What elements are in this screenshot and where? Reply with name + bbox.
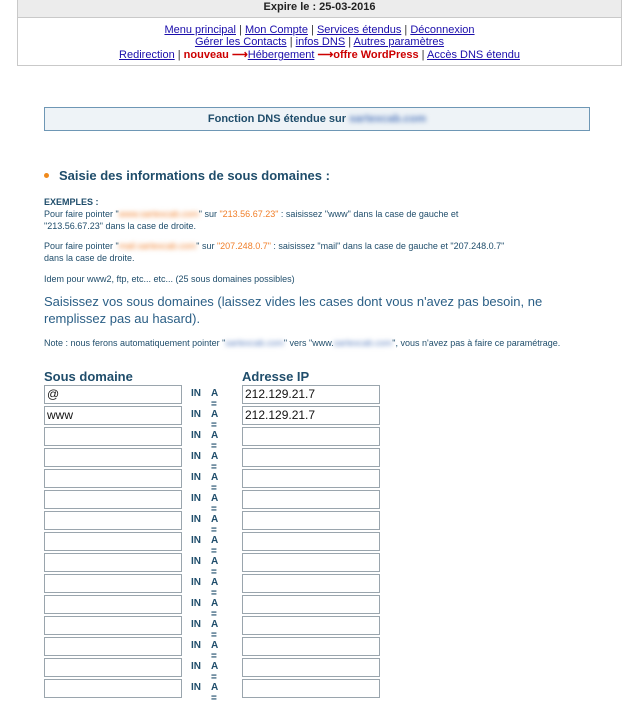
mon-compte-link[interactable]: Mon Compte: [244, 24, 308, 36]
note-domain-1: sartexcab.com: [225, 338, 284, 348]
a-record-label: A =: [211, 514, 218, 536]
ip-address-input[interactable]: [242, 448, 380, 467]
a-record-label: A =: [211, 598, 218, 620]
menu-line-3: Redirection | nouveau ⟶Hébergement ⟶offre WordPress | Accès DNS étendu: [119, 49, 520, 61]
a-record-label: A =: [211, 619, 218, 641]
example2-text-c: : saisissez "mail" dans la case de gauche et "207.248.0.7": [270, 241, 505, 251]
ip-address-input[interactable]: [242, 679, 380, 698]
ip-address-input[interactable]: [242, 427, 380, 446]
autres-parametres-link[interactable]: Autres paramètres: [353, 36, 445, 48]
instructions-text: Saisissez vos sous domaines (laissez vides les cases dont vous n'avez pas besoin, ne remplissez pas au hasard).: [44, 294, 543, 326]
expire-date: Expire le : 25-03-2016: [18, 0, 621, 18]
examples-block: [44, 196, 604, 232]
ip-address-input[interactable]: [242, 490, 380, 509]
a-record-label: A =: [211, 409, 218, 431]
infos-dns-link[interactable]: infos DNS: [295, 36, 346, 48]
gerer-contacts-link[interactable]: Gérer les Contacts: [194, 36, 287, 48]
in-label: IN: [191, 493, 201, 504]
menu-line-2: Gérer les Contacts | infos DNS | Autres paramètres: [194, 36, 445, 48]
in-label: IN: [191, 388, 201, 399]
section-title-text: Saisie des informations de sous domaines :: [59, 168, 330, 183]
in-label: IN: [191, 619, 201, 630]
in-label: IN: [191, 535, 201, 546]
subdomain-input[interactable]: [44, 448, 182, 467]
services-etendus-link[interactable]: Services étendus: [316, 24, 402, 36]
hebergement-link[interactable]: Hébergement: [247, 49, 315, 61]
in-label: IN: [191, 472, 201, 483]
in-label: IN: [191, 577, 201, 588]
bullet-icon: [44, 173, 49, 178]
in-label: IN: [191, 598, 201, 609]
subdomain-input[interactable]: [44, 511, 182, 530]
a-record-label: A =: [211, 640, 218, 662]
acces-dns-etendu-link[interactable]: Accès DNS étendu: [427, 49, 520, 61]
example2-text-a: Pour faire pointer ": [44, 241, 119, 251]
ip-address-input[interactable]: [242, 658, 380, 677]
a-record-label: A =: [211, 472, 218, 494]
a-record-label: A =: [211, 577, 218, 599]
example2-text-d: dans la case de droite.: [44, 253, 135, 263]
note-domain-2: sartexcab.com: [333, 338, 393, 348]
ip-address-input[interactable]: [242, 532, 380, 551]
a-record-label: A =: [211, 661, 218, 683]
subdomain-input[interactable]: www: [44, 406, 182, 425]
example1-text-b: " sur: [198, 209, 220, 219]
subdomain-input[interactable]: [44, 469, 182, 488]
ip-address-input[interactable]: [242, 637, 380, 656]
example2-ip: "207.248.0.7": [216, 241, 271, 251]
in-label: IN: [191, 514, 201, 525]
subdomain-input[interactable]: [44, 532, 182, 551]
a-record-label: A =: [211, 535, 218, 557]
subdomain-input[interactable]: [44, 679, 182, 698]
a-record-label: A =: [211, 430, 218, 452]
ip-address-input[interactable]: [242, 553, 380, 572]
subdomain-input[interactable]: [44, 595, 182, 614]
column-header-ip: Adresse IP: [242, 369, 310, 384]
menu-line-1: Menu principal | Mon Compte | Services étendus | Déconnexion: [164, 24, 475, 36]
ip-address-input[interactable]: 212.129.21.7: [242, 406, 380, 425]
deconnexion-link[interactable]: Déconnexion: [410, 24, 475, 36]
subdomain-input[interactable]: [44, 490, 182, 509]
a-record-label: A =: [211, 493, 218, 515]
ip-address-input[interactable]: 212.129.21.7: [242, 385, 380, 404]
in-label: IN: [191, 556, 201, 567]
subdomain-input[interactable]: [44, 427, 182, 446]
subdomain-input[interactable]: [44, 658, 182, 677]
in-label: IN: [191, 409, 201, 420]
a-record-label: A =: [211, 682, 218, 704]
subdomain-input[interactable]: [44, 637, 182, 656]
note-text-b: " vers "www.: [283, 338, 334, 348]
menu-principal-link[interactable]: Menu principal: [164, 24, 236, 36]
ip-address-input[interactable]: [242, 616, 380, 635]
function-title: Fonction DNS étendue sur: [207, 113, 346, 125]
idem-text: Idem pour www2, ftp, etc... etc... (25 sous domaines possibles): [44, 274, 295, 284]
in-label: IN: [191, 451, 201, 462]
ip-address-input[interactable]: [242, 574, 380, 593]
ip-address-input[interactable]: [242, 469, 380, 488]
example1-ip: "213.56.67.23": [219, 209, 279, 219]
in-label: IN: [191, 682, 201, 693]
ip-address-input[interactable]: [242, 511, 380, 530]
subdomain-input[interactable]: [44, 553, 182, 572]
in-label: IN: [191, 640, 201, 651]
account-header-box: [17, 0, 622, 66]
arrow-icon: ⟶: [231, 49, 248, 61]
note-text-a: Note : nous ferons automatiquement pointer ": [44, 338, 226, 348]
in-label: IN: [191, 661, 201, 672]
subdomain-input[interactable]: @: [44, 385, 182, 404]
example2-text-b: " sur: [196, 241, 217, 251]
function-title-box: [44, 107, 590, 131]
a-record-label: A =: [211, 556, 218, 578]
column-header-subdomain: Sous domaine: [44, 369, 133, 384]
section-title: [44, 168, 330, 183]
ip-address-input[interactable]: [242, 595, 380, 614]
a-record-label: A =: [211, 451, 218, 473]
example2-domain: mail.sartexcab.com: [118, 241, 197, 251]
subdomain-input[interactable]: [44, 616, 182, 635]
example1-text-a: Pour faire pointer ": [44, 209, 119, 219]
example1-text-d: "213.56.67.23" dans la case de droite.: [44, 221, 196, 231]
note-text: [44, 337, 604, 349]
examples-heading: EXEMPLES :: [44, 197, 99, 207]
example2-block: [44, 240, 604, 264]
subdomain-input[interactable]: [44, 574, 182, 593]
note-text-c: ", vous n'avez pas à faire ce paramétrage.: [392, 338, 561, 348]
a-record-label: A =: [211, 388, 218, 410]
offre-wordpress-label: ⟶offre WordPress: [317, 49, 419, 61]
example1-domain: www.sartexcab.com: [118, 209, 199, 219]
function-domain: sartexcab.com: [349, 113, 427, 125]
nouveau-label: nouveau: [183, 49, 229, 61]
redirection-link[interactable]: Redirection: [119, 49, 175, 61]
in-label: IN: [191, 430, 201, 441]
example1-text-c: : saisissez "www" dans la case de gauche et: [278, 209, 459, 219]
